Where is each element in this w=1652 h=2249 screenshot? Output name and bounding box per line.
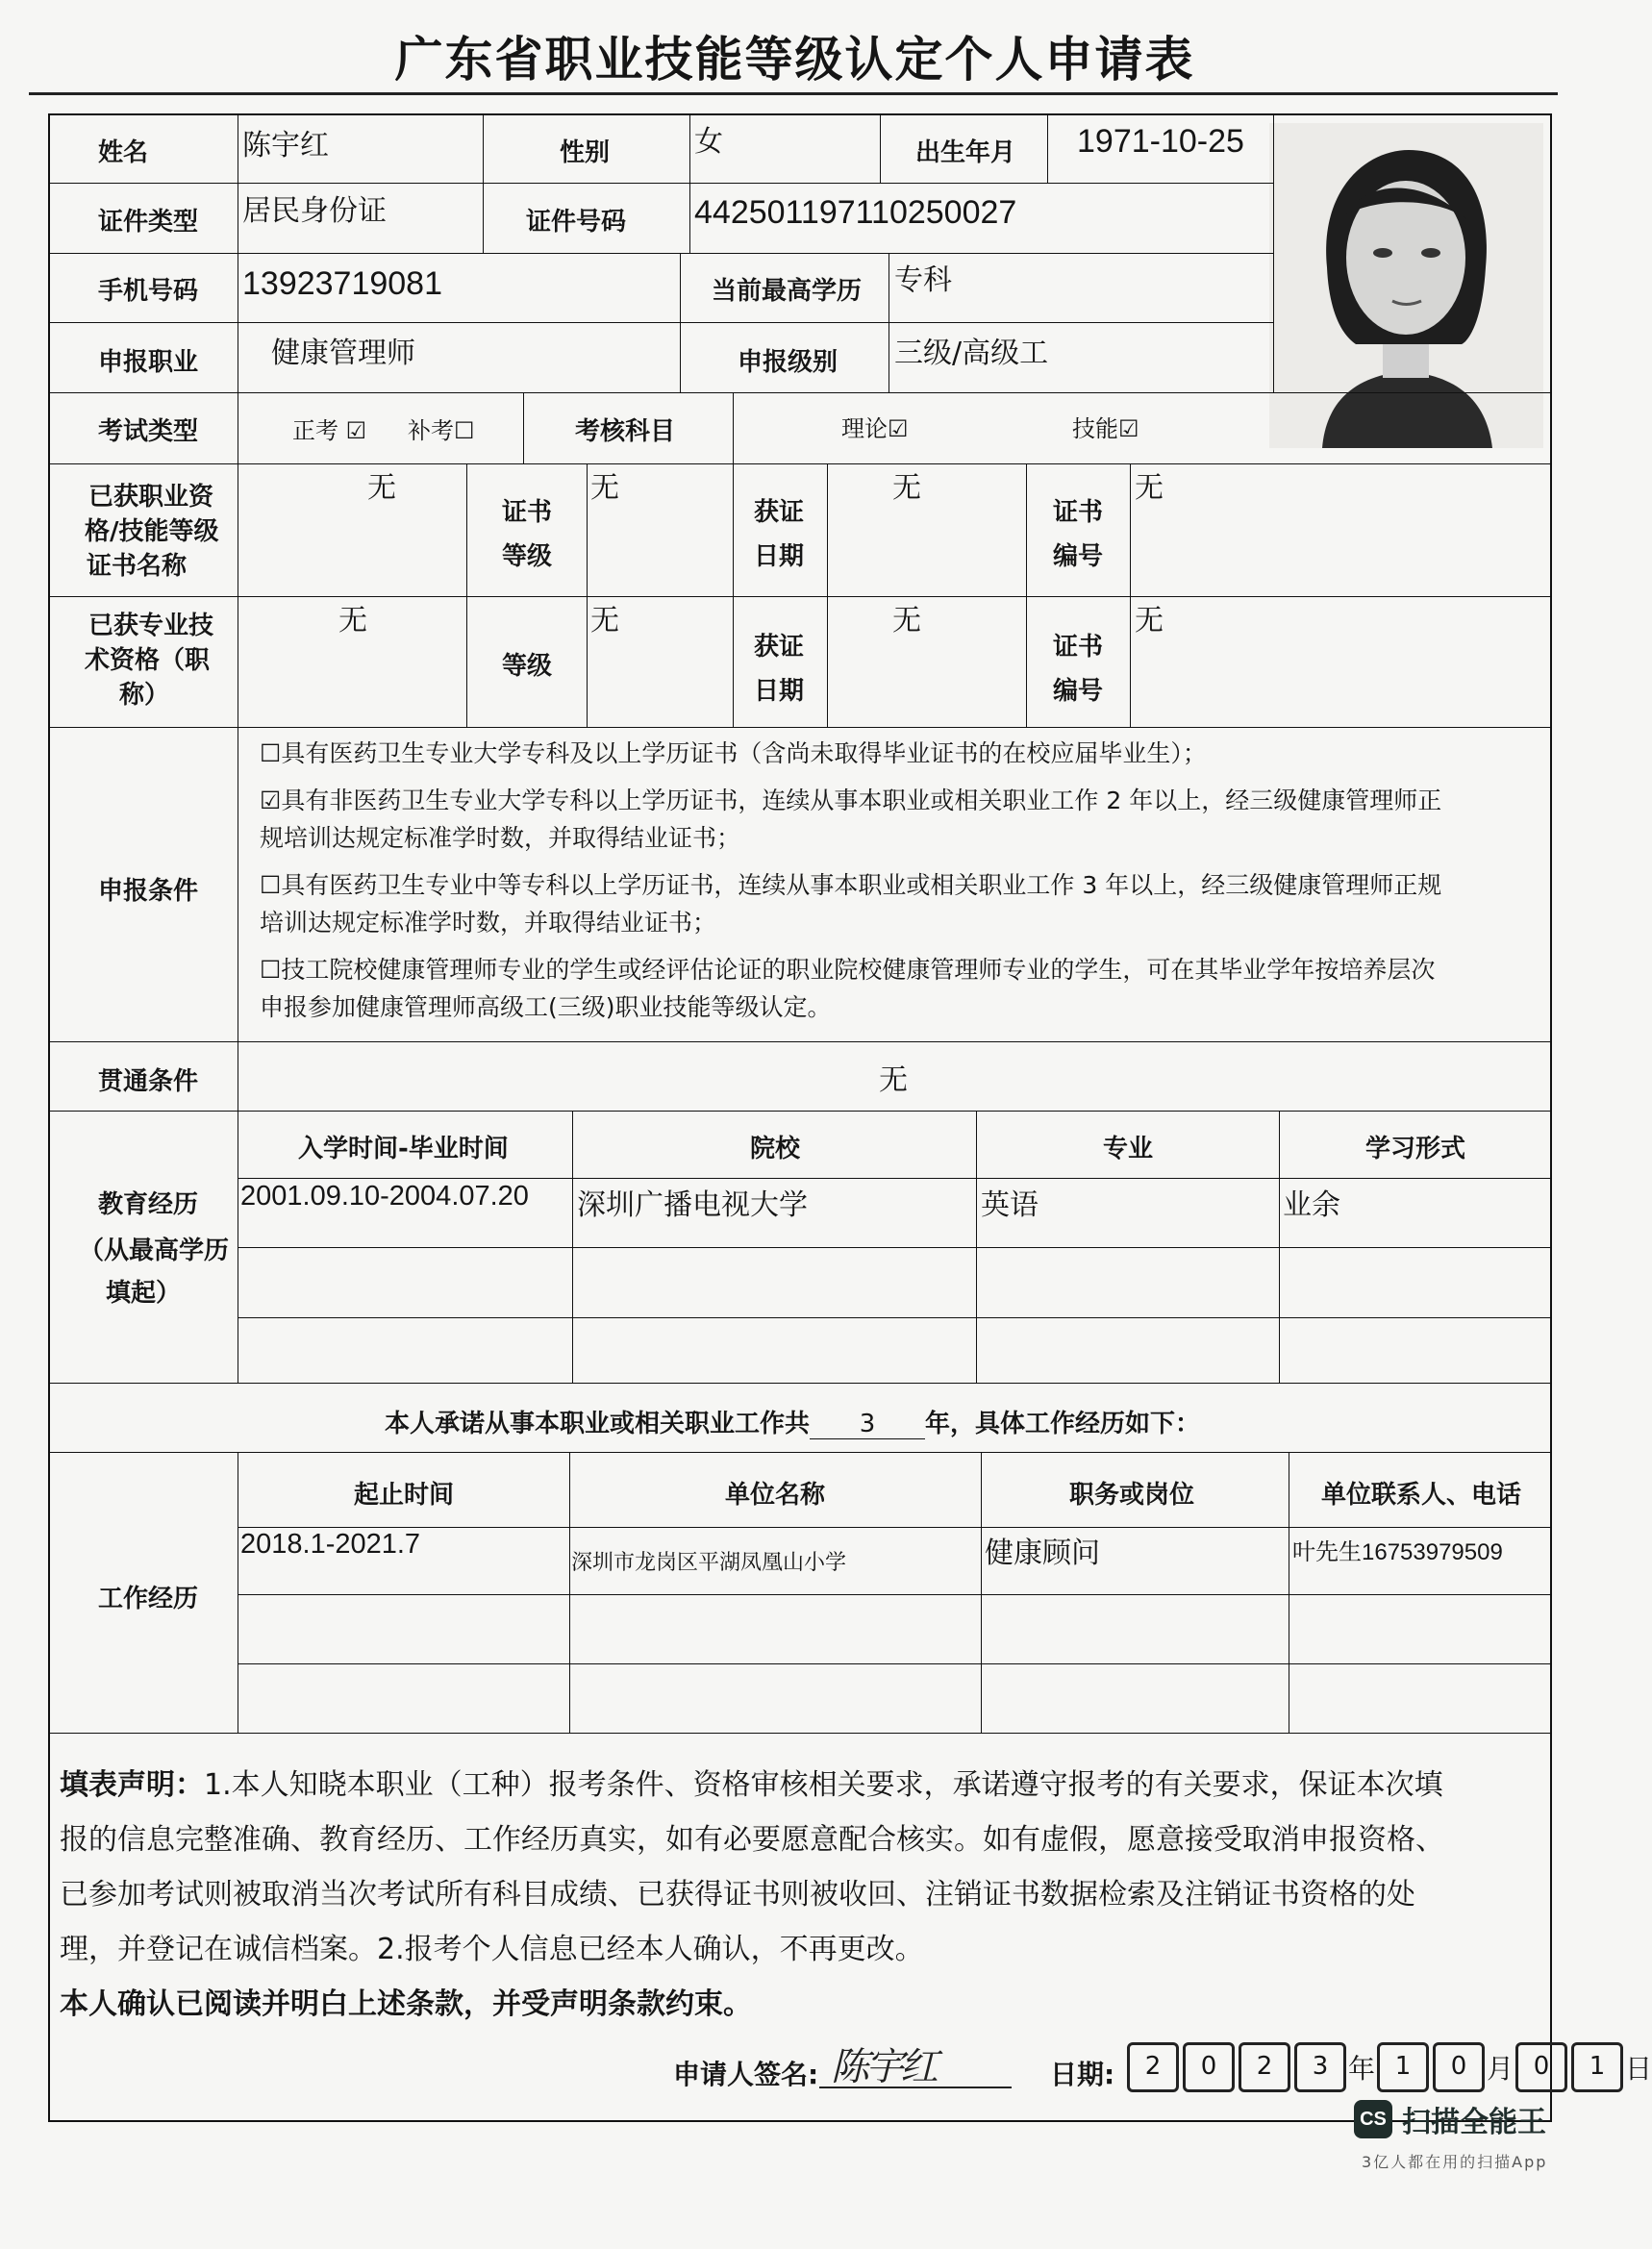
work-promise-years: 3 — [810, 1410, 925, 1439]
work-promise-prefix: 本人承诺从事本职业或相关职业工作共 — [385, 1410, 811, 1438]
declaration-confirm: 本人确认已阅读并明白上述条款，并受声明条款约束。 — [60, 1987, 752, 2021]
edu-row-school: 深圳广播电视大学 — [577, 1188, 808, 1222]
form-title: 广东省职业技能等级认定个人申请表 — [394, 32, 1195, 87]
value-level: 三级/高级工 — [894, 337, 1049, 370]
edu-header-period: 入学时间-毕业时间 — [298, 1135, 509, 1163]
label-through: 贯通条件 — [98, 1067, 199, 1096]
declaration-text-1: 1.本人知晓本职业（工种）报考条件、资格审核相关要求，承诺遵守报考的有关要求，保证本次填 — [204, 1768, 1443, 1802]
scanner-watermark — [1354, 2098, 1547, 2172]
work-header-position: 职务或岗位 — [1069, 1481, 1195, 1510]
scanner-brand: 扫描全能王 — [1402, 2106, 1546, 2139]
label-year: 年 — [1348, 2053, 1376, 2085]
label-id-number: 证件号码 — [526, 208, 627, 237]
declaration-line-1 — [60, 1758, 1443, 1812]
sign-date — [1125, 2042, 1652, 2092]
label-prof-3: 称） — [119, 681, 170, 710]
month-digit-2: 0 — [1433, 2042, 1485, 2092]
scanner-logo-icon: CS — [1354, 2100, 1392, 2138]
label-cert-no-2: 编号 — [1053, 542, 1104, 571]
label-exam-type: 考试类型 — [98, 417, 199, 446]
year-digit-1: 2 — [1127, 2042, 1179, 2092]
label-cert-level-1: 证书 — [502, 498, 553, 527]
value-prior-cert-number: 无 — [1135, 471, 1164, 505]
label-education-history-1: 教育经历 — [98, 1190, 199, 1219]
value-prof-name: 无 — [338, 604, 367, 637]
title-rule — [29, 92, 1558, 95]
year-digit-4: 3 — [1294, 2042, 1346, 2092]
label-day: 日 — [1625, 2053, 1652, 2085]
label-level: 申报级别 — [738, 348, 839, 377]
value-prof-date: 无 — [892, 604, 921, 637]
label-sign: 申请人签名: — [673, 2059, 819, 2090]
value-gender: 女 — [694, 125, 723, 159]
value-prof-number: 无 — [1135, 604, 1164, 637]
label-month: 月 — [1487, 2053, 1514, 2085]
subject-skill-checkbox[interactable]: 技能☑ — [1072, 415, 1139, 442]
exam-regular-checkbox[interactable]: 正考 ☑ — [292, 417, 367, 444]
label-prof-level: 等级 — [502, 652, 553, 681]
label-cert-no-1: 证书 — [1053, 498, 1104, 527]
year-digit-2: 0 — [1183, 2042, 1235, 2092]
declaration-line-2: 报的信息完整准确、教育经历、工作经历真实，如有必要愿意配合核实。如有虚假，愿意接受取消申报资格、 — [60, 1823, 1444, 1857]
day-digit-2: 1 — [1571, 2042, 1623, 2092]
label-education: 当前最高学历 — [712, 277, 863, 306]
work-header-company: 单位名称 — [725, 1481, 826, 1510]
work-header-period: 起止时间 — [354, 1481, 455, 1510]
condition-2-line2: 规培训达规定标准学时数，并取得结业证书； — [260, 824, 741, 852]
label-id-type: 证件类型 — [98, 208, 199, 237]
work-promise — [385, 1404, 1200, 1439]
declaration-line-4: 理，并登记在诚信档案。2.报考个人信息已经本人确认，不再更改。 — [60, 1933, 924, 1966]
exam-makeup-checkbox[interactable]: 补考☐ — [408, 417, 475, 444]
label-prior-cert-3: 证书名称 — [87, 552, 188, 581]
work-header-contact: 单位联系人、电话 — [1321, 1481, 1522, 1510]
label-birth: 出生年月 — [915, 138, 1016, 167]
condition-4-line2: 申报参加健康管理师高级工(三级)职业技能等级认定。 — [260, 993, 832, 1021]
edu-header-school: 院校 — [750, 1135, 801, 1163]
label-gender: 性别 — [560, 138, 611, 167]
edu-row-period: 2001.09.10-2004.07.20 — [240, 1181, 529, 1212]
value-id-type: 居民身份证 — [242, 194, 387, 228]
declaration-heading: 填表声明： — [60, 1768, 204, 1802]
edu-header-major: 专业 — [1103, 1135, 1154, 1163]
label-exam-subjects: 考核科目 — [575, 417, 676, 446]
label-get-date-1: 获证 — [754, 498, 805, 527]
declaration-line-3: 已参加考试则被取消当次考试所有科目成绩、已获得证书则被收回、注销证书数据检索及注销证书资格的处 — [60, 1878, 1415, 1912]
value-education: 专科 — [894, 263, 952, 297]
value-occupation: 健康管理师 — [271, 337, 415, 370]
value-prof-level: 无 — [590, 604, 619, 637]
month-digit-1: 1 — [1377, 2042, 1429, 2092]
value-name: 陈宇红 — [242, 129, 329, 162]
work-row-company: 深圳市龙岗区平湖凤凰山小学 — [571, 1551, 847, 1575]
value-prior-cert-level: 无 — [590, 471, 619, 505]
value-prior-cert-date: 无 — [892, 471, 921, 505]
label-occupation: 申报职业 — [98, 348, 199, 377]
label-phone: 手机号码 — [98, 277, 199, 306]
value-prior-cert-name: 无 — [367, 471, 396, 505]
edu-row-mode: 业余 — [1283, 1188, 1340, 1222]
work-promise-suffix: 年，具体工作经历如下： — [925, 1410, 1201, 1438]
label-cert-level-2: 等级 — [502, 542, 553, 571]
work-row-position: 健康顾问 — [985, 1537, 1100, 1570]
label-date: 日期: — [1050, 2059, 1115, 2090]
label-work-history: 工作经历 — [98, 1585, 199, 1613]
condition-4-checkbox[interactable]: ☐技工院校健康管理师专业的学生或经评估论证的职业院校健康管理师专业的学生，可在其毕业学年按培养层次 — [260, 956, 1436, 984]
condition-2-checkbox[interactable]: ☑具有非医药卫生专业大学专科以上学历证书，连续从事本职业或相关职业工作 2 年以上，经三级健康管理师正 — [260, 787, 1442, 814]
scanner-tagline: 3亿人都在用的扫描App — [1362, 2153, 1548, 2171]
year-digit-3: 2 — [1239, 2042, 1290, 2092]
condition-1-checkbox[interactable]: ☐具有医药卫生专业大学专科及以上学历证书（含尚未取得毕业证书的在校应届毕业生）； — [260, 739, 1207, 767]
label-conditions: 申报条件 — [98, 877, 199, 906]
value-phone: 13923719081 — [242, 265, 443, 302]
day-digit-1: 0 — [1515, 2042, 1567, 2092]
value-through: 无 — [879, 1063, 908, 1097]
value-id-number: 442501197110250027 — [694, 194, 1017, 231]
label-prof-no-2: 编号 — [1053, 677, 1104, 706]
label-prof-1: 已获专业技 — [88, 612, 214, 640]
work-row-period: 2018.1-2021.7 — [240, 1529, 421, 1560]
work-row-contact: 叶先生16753979509 — [1292, 1539, 1503, 1565]
label-prior-cert-1: 已获职业资 — [88, 483, 214, 512]
condition-3-line2: 培训达规定标准学时数，并取得结业证书； — [260, 909, 717, 937]
signature-line — [819, 2087, 1012, 2088]
value-birth: 1971-10-25 — [1077, 123, 1244, 160]
condition-3-checkbox[interactable]: ☐具有医药卫生专业中等专科以上学历证书，连续从事本职业或相关职业工作 3 年以上，经三级健康管理师正规 — [260, 871, 1442, 899]
label-prof-2: 术资格（职 — [85, 646, 211, 675]
label-education-history-3: 填起） — [106, 1279, 182, 1308]
label-prof-date-2: 日期 — [754, 677, 805, 706]
label-prior-cert-2: 格/技能等级 — [85, 517, 219, 546]
label-prof-no-1: 证书 — [1053, 633, 1104, 662]
edu-header-mode: 学习形式 — [1365, 1135, 1466, 1163]
label-get-date-2: 日期 — [754, 542, 805, 571]
label-name: 姓名 — [98, 138, 149, 167]
label-education-history-2: （从最高学历 — [79, 1237, 230, 1265]
edu-row-major: 英语 — [981, 1188, 1039, 1222]
signature-handwritten: 陈宇红 — [831, 2045, 935, 2089]
application-form — [48, 113, 1652, 2122]
subject-theory-checkbox[interactable]: 理论☑ — [841, 415, 909, 442]
label-prof-date-1: 获证 — [754, 633, 805, 662]
